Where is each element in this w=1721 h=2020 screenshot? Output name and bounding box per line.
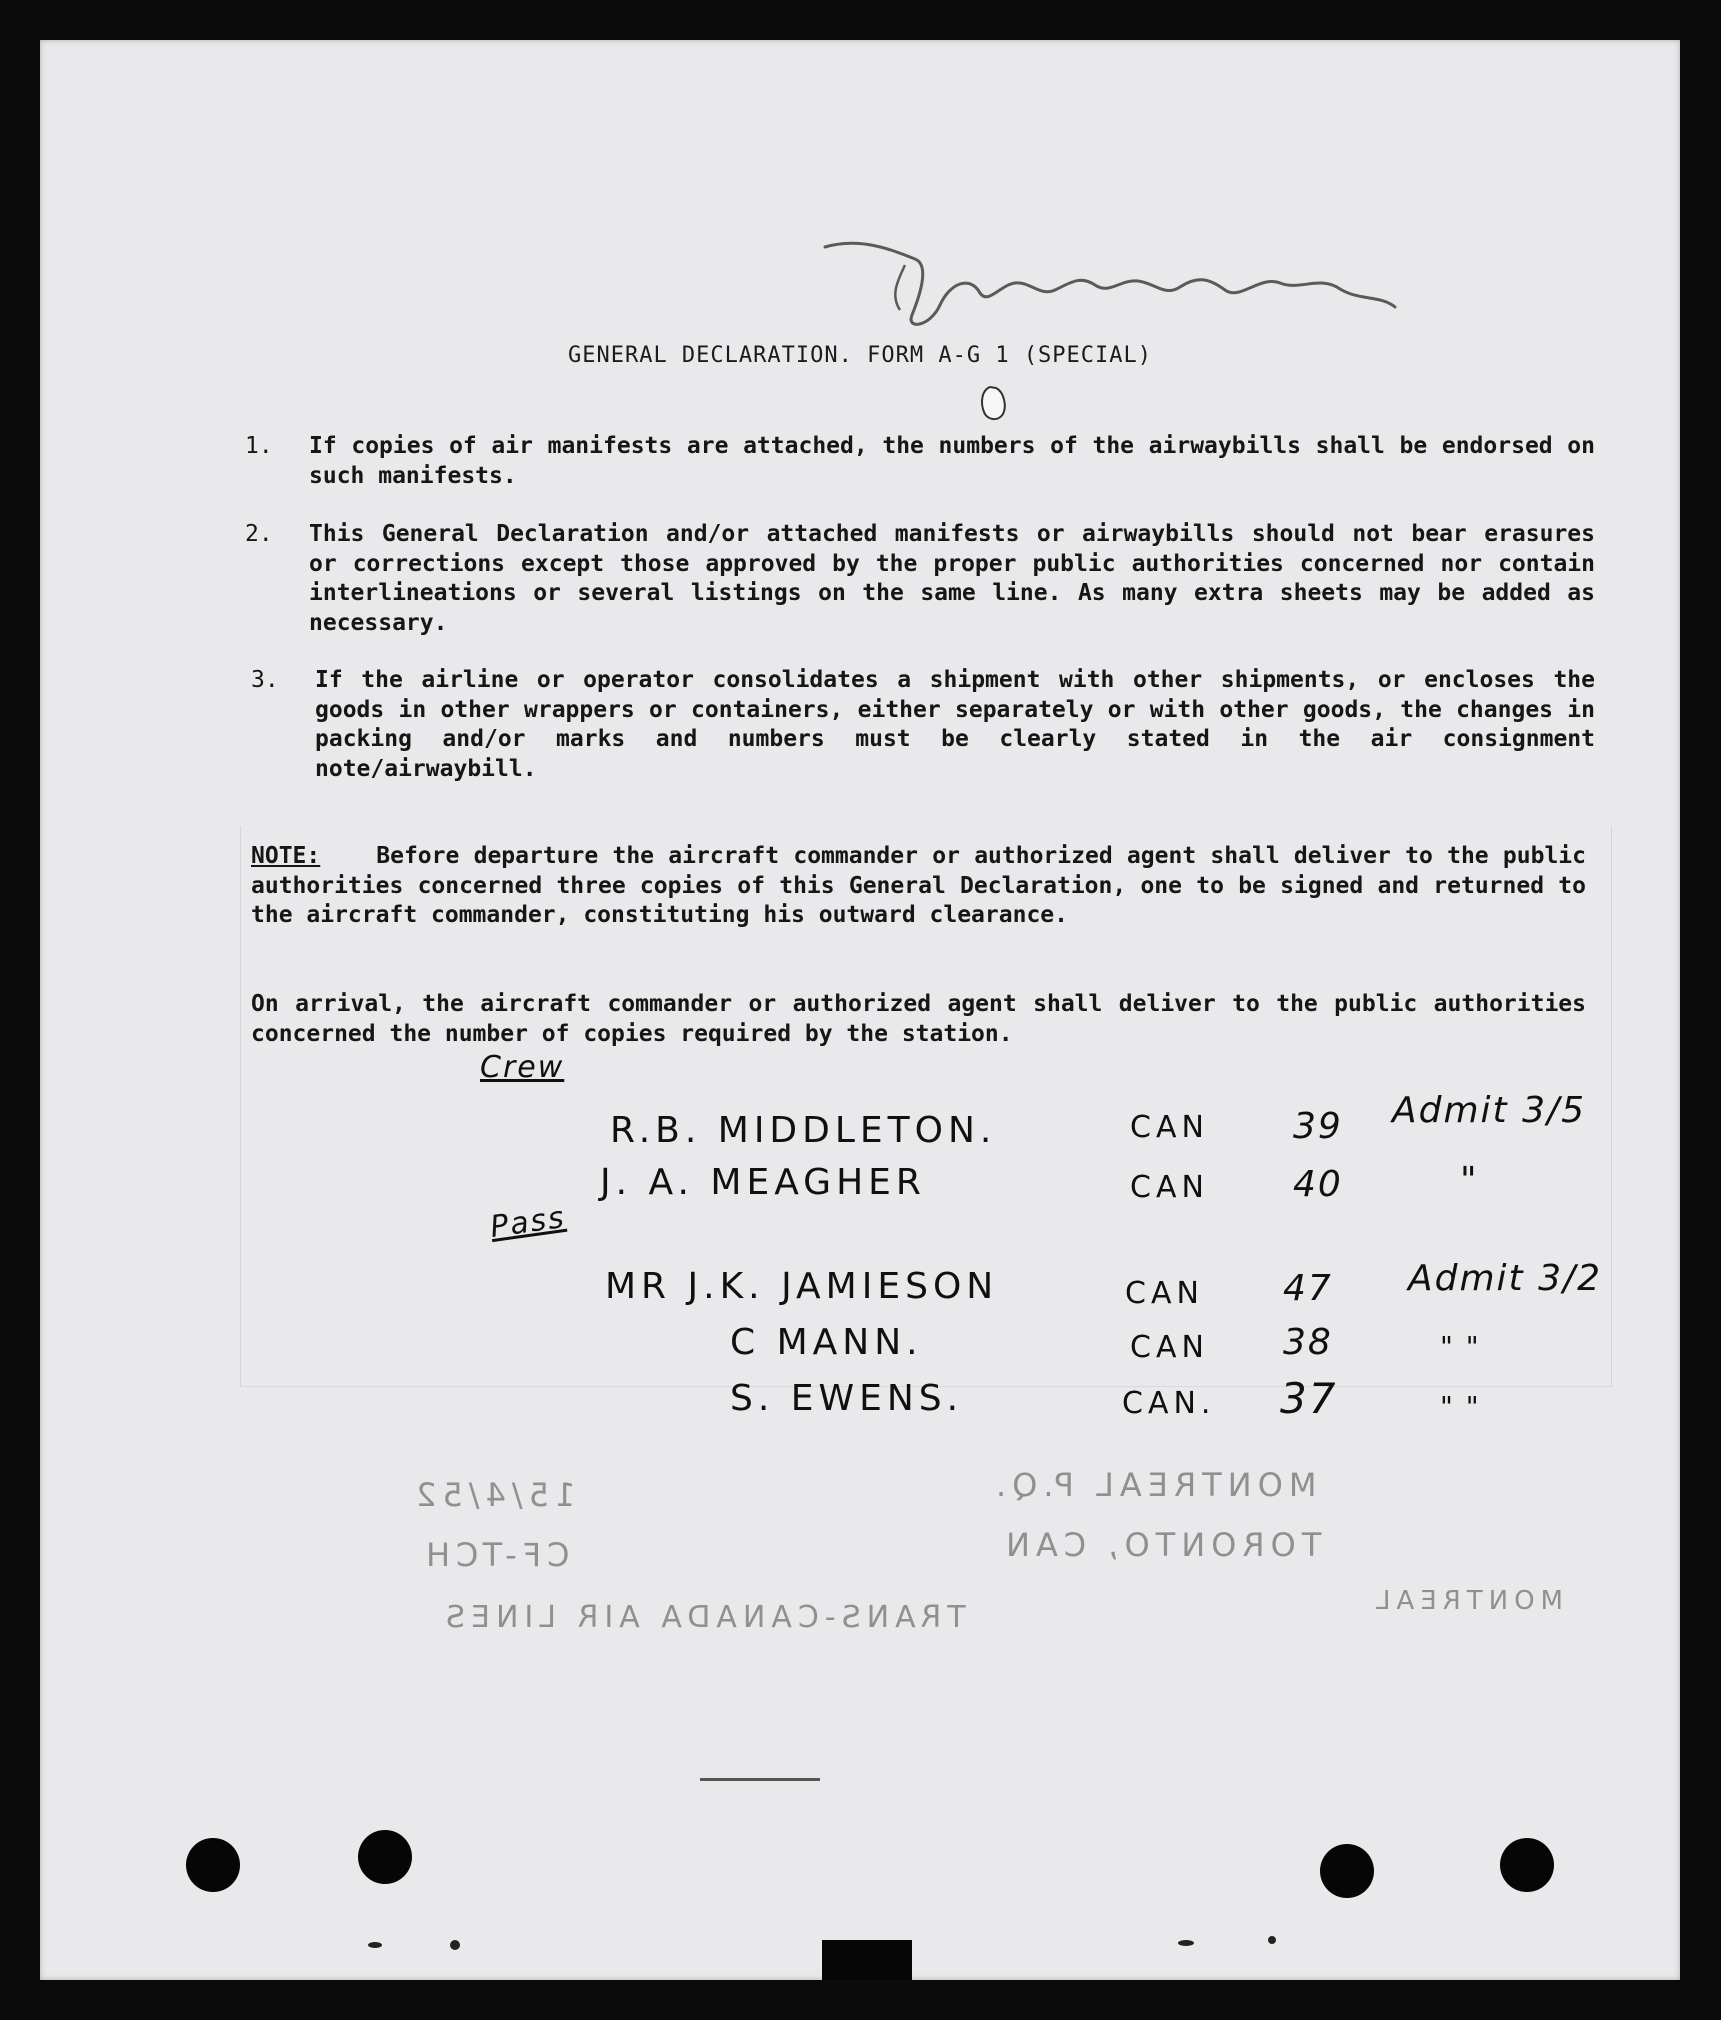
document-page bbox=[40, 40, 1680, 1980]
small-paper-tear bbox=[978, 384, 1008, 424]
bleed-through-text: CF-TCH bbox=[420, 1536, 570, 1574]
row-age: 38 bbox=[1283, 1322, 1333, 1363]
row-nationality: CAN bbox=[1125, 1276, 1204, 1311]
pass-label: Pass bbox=[487, 1199, 568, 1246]
row-nationality: CAN bbox=[1130, 1170, 1209, 1205]
row-nationality: CAN. bbox=[1122, 1386, 1216, 1421]
bleed-through-text: MONTREAL P.Q. bbox=[990, 1466, 1317, 1504]
note-text: Before departure the aircraft commander or authorized agent shall deliver to the public authorities concerned three copies of this General Declaration, one to be signed and returned to the aircraft commander, constituting his outward clearance. bbox=[251, 843, 1586, 928]
item-number: 1. bbox=[245, 433, 273, 459]
row-note: Admit 3/2 bbox=[1408, 1258, 1603, 1299]
row-name: R.B. MIDDLETON. bbox=[610, 1110, 997, 1151]
row-age: 40 bbox=[1293, 1164, 1343, 1205]
form-title: GENERAL DECLARATION. FORM A-G 1 (SPECIAL) bbox=[567, 343, 1153, 368]
bleed-through-text: MONTREAL bbox=[1370, 1586, 1563, 1616]
crew-label: Crew bbox=[480, 1050, 565, 1085]
row-note: " " bbox=[1440, 1390, 1481, 1423]
ink-smudge bbox=[1268, 1936, 1276, 1944]
ink-smudge bbox=[368, 1942, 382, 1948]
punch-hole bbox=[186, 1838, 240, 1892]
bleed-through-text: TORONTO, CAN bbox=[1000, 1526, 1322, 1564]
row-age: 39 bbox=[1293, 1106, 1343, 1147]
row-age: 37 bbox=[1280, 1374, 1338, 1423]
bleed-through-text: 15/4/52 bbox=[410, 1476, 576, 1514]
note-label: NOTE: bbox=[251, 843, 321, 869]
note-paragraph bbox=[251, 842, 1586, 931]
item-text: This General Declaration and/or attached manifests or airwaybills should not bear erasures or corrections except those approved by the proper public authorities concerned nor contain interlineations or several listings on the same line. As many extra sheets may be added as necessary. bbox=[309, 521, 1595, 636]
ink-smudge bbox=[1178, 1940, 1194, 1946]
row-age: 47 bbox=[1283, 1268, 1333, 1309]
arrival-paragraph: On arrival, the aircraft commander or authorized agent shall deliver to the public authorities concerned the number of copies required by the station. bbox=[251, 991, 1586, 1047]
instruction-item-2 bbox=[245, 520, 1595, 638]
faint-rule bbox=[700, 1778, 820, 1781]
row-note: " bbox=[1460, 1160, 1479, 1201]
row-name: J. A. MEAGHER bbox=[600, 1162, 926, 1203]
punch-hole bbox=[358, 1830, 412, 1884]
instruction-item-3 bbox=[245, 666, 1595, 784]
handwritten-signature-scribble bbox=[820, 235, 1400, 345]
row-name: MR J.K. JAMIESON bbox=[605, 1266, 999, 1307]
ink-smudge bbox=[450, 1940, 460, 1950]
punch-hole bbox=[1320, 1844, 1374, 1898]
row-nationality: CAN bbox=[1130, 1110, 1209, 1145]
row-name: C MANN. bbox=[730, 1322, 923, 1363]
item-number: 2. bbox=[245, 521, 273, 547]
punch-hole bbox=[1500, 1838, 1554, 1892]
bleed-through-text: TRANS-CANADA AIR LINES bbox=[440, 1600, 966, 1635]
row-note: Admit 3/5 bbox=[1392, 1090, 1587, 1131]
instruction-item-1 bbox=[245, 432, 1595, 491]
item-text: If the airline or operator consolidates a shipment with other shipments, or encloses the goods in other wrappers or containers, either separately or with other goods, the changes in packing and/or marks and numbers must be clearly stated in the air consignment note/airwaybill. bbox=[315, 667, 1595, 782]
binding-tab bbox=[822, 1940, 912, 1980]
row-nationality: CAN bbox=[1130, 1330, 1209, 1365]
row-note: " " bbox=[1440, 1330, 1481, 1363]
item-number: 3. bbox=[251, 667, 279, 693]
item-text: If copies of air manifests are attached, the numbers of the airwaybills shall be endorsed on such manifests. bbox=[309, 433, 1595, 489]
row-name: S. EWENS. bbox=[730, 1378, 964, 1419]
